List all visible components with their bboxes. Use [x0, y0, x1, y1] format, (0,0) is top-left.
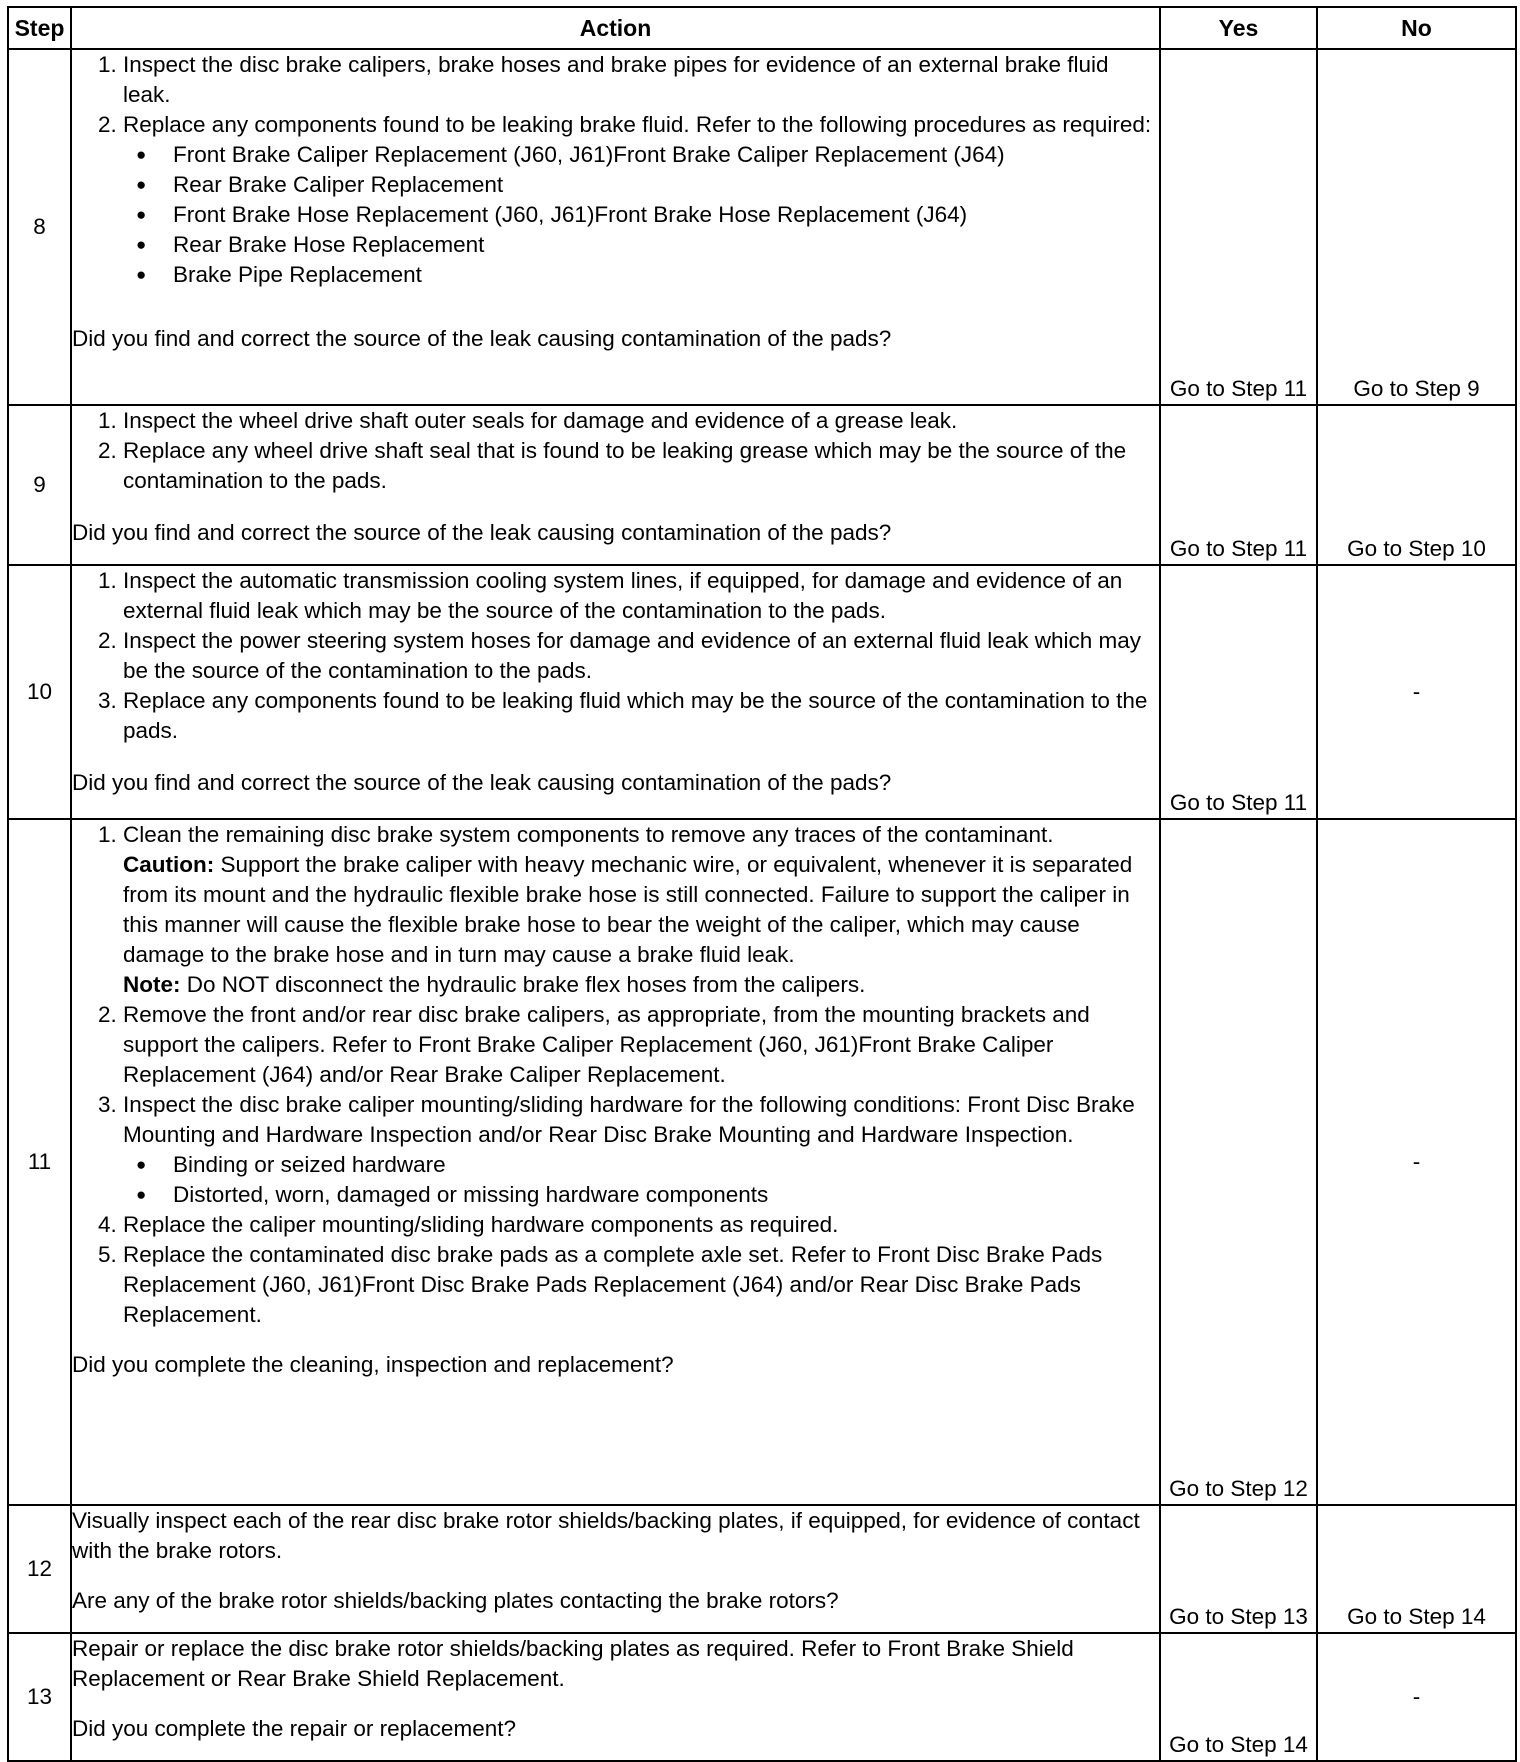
no-result: - — [1317, 565, 1516, 819]
caution-label: Caution: — [123, 852, 215, 877]
header-no: No — [1317, 7, 1516, 49]
table-row — [8, 1505, 1516, 1633]
question-text: Did you complete the repair or replacement? — [72, 1716, 516, 1741]
action-step: 5. Replace the contaminated disc brake pads as a complete axle set. Refer to Front Disc Brake Pads Replacement (J60, J61)Front Disc Brake Pads Replacement (J64) and/or Rear Disc Brake Pads Replacement. — [123, 1240, 1159, 1330]
action-cell — [71, 565, 1160, 819]
table-row — [8, 405, 1516, 565]
action-steps — [72, 50, 1159, 290]
bullet-icon: ● — [136, 1155, 147, 1174]
question-text: Did you find and correct the source of the leak causing contamination of the pads? — [72, 326, 892, 351]
table-row — [8, 1633, 1516, 1761]
action-cell — [71, 1633, 1160, 1761]
condition-item: ● Binding or seized hardware — [166, 1150, 1159, 1180]
bullet-icon: ● — [136, 235, 147, 254]
action-step: 2. Inspect the power steering system hoses for damage and evidence of an external fluid leak which may be the source of the contamination to the pads. — [123, 626, 1159, 686]
header-action: Action — [71, 7, 1160, 49]
step-number: 9 — [8, 405, 71, 565]
diagnostic-procedure-table — [7, 6, 1517, 1762]
action-step — [123, 110, 1159, 290]
procedure-item: ● Rear Brake Hose Replacement — [166, 230, 1159, 260]
action-step: 3. Replace any components found to be leaking fluid which may be the source of the contamination to the pads. — [123, 686, 1159, 746]
bullet-icon: ● — [136, 175, 147, 194]
no-result: Go to Step 9 — [1317, 49, 1516, 405]
table-row — [8, 565, 1516, 819]
procedure-item: ● Front Brake Caliper Replacement (J60, J61)Front Brake Caliper Replacement (J64) — [166, 140, 1159, 170]
question-text: Did you complete the cleaning, inspection and replacement? — [72, 1352, 674, 1377]
question-text: Are any of the brake rotor shields/backing plates contacting the brake rotors? — [72, 1588, 839, 1613]
step-number: 13 — [8, 1633, 71, 1761]
action-step-text: Inspect the disc brake caliper mounting/sliding hardware for the following conditions: Front Disc Brake Mounting and Hardware Inspection and/or Rear Disc Brake Mounting and Hardware Inspection. — [123, 1092, 1135, 1147]
step-number: 12 — [8, 1505, 71, 1633]
action-step-text: Replace any components found to be leaking brake fluid. Refer to the following procedures as required: — [123, 112, 1152, 137]
no-result: Go to Step 10 — [1317, 405, 1516, 565]
action-cell — [71, 405, 1160, 565]
table-row — [8, 819, 1516, 1505]
action-step — [123, 1090, 1159, 1210]
note: Note: Do NOT disconnect the hydraulic brake flex hoses from the calipers. — [123, 972, 866, 997]
action-steps — [72, 406, 1159, 496]
yes-result: Go to Step 11 — [1160, 565, 1317, 819]
procedure-item: ● Brake Pipe Replacement — [166, 260, 1159, 290]
yes-result: Go to Step 11 — [1160, 405, 1317, 565]
bullet-icon: ● — [136, 145, 147, 164]
procedure-list — [123, 140, 1159, 290]
no-result: Go to Step 14 — [1317, 1505, 1516, 1633]
header-step: Step — [8, 7, 71, 49]
action-step: 2. Remove the front and/or rear disc brake calipers, as appropriate, from the mounting brackets and support the calipers. Refer to Front Brake Caliper Replacement (J60, J61)Front Brake Caliper Replacement (J64) and/or Rear Brake Caliper Replacement. — [123, 1000, 1159, 1090]
procedure-item: ● Rear Brake Caliper Replacement — [166, 170, 1159, 200]
table-row — [8, 49, 1516, 405]
action-steps — [72, 820, 1159, 1330]
action-step: 1. Inspect the wheel drive shaft outer seals for damage and evidence of a grease leak. — [123, 406, 1159, 436]
yes-result: Go to Step 12 — [1160, 819, 1317, 1505]
header-row — [8, 7, 1516, 49]
yes-result: Go to Step 14 — [1160, 1633, 1317, 1761]
action-step: 1. Inspect the automatic transmission cooling system lines, if equipped, for damage and evidence of an external fluid leak which may be the source of the contamination to the pads. — [123, 566, 1159, 626]
action-text: Visually inspect each of the rear disc brake rotor shields/backing plates, if equipped, for evidence of contact with the brake rotors. — [72, 1508, 1140, 1563]
no-result: - — [1317, 819, 1516, 1505]
action-steps — [72, 566, 1159, 746]
caution-note: Caution: Support the brake caliper with heavy mechanic wire, or equivalent, whenever it is separated from its mount and the hydraulic flexible brake hose is still connected. Failure to support the caliper in this manner will cause the flexible brake hose to bear the weight of the caliper, which may cause damage to the brake hose and in turn may cause a brake fluid leak. — [123, 852, 1133, 967]
action-cell — [71, 1505, 1160, 1633]
bullet-icon: ● — [136, 205, 147, 224]
condition-item: ● Distorted, worn, damaged or missing hardware components — [166, 1180, 1159, 1210]
yes-result: Go to Step 13 — [1160, 1505, 1317, 1633]
action-step — [123, 820, 1159, 1000]
step-number: 11 — [8, 819, 71, 1505]
question-text: Did you find and correct the source of the leak causing contamination of the pads? — [72, 520, 892, 545]
step-number: 8 — [8, 49, 71, 405]
no-result: - — [1317, 1633, 1516, 1761]
header-yes: Yes — [1160, 7, 1317, 49]
bullet-icon: ● — [136, 1185, 147, 1204]
yes-result: Go to Step 11 — [1160, 49, 1317, 405]
action-cell — [71, 819, 1160, 1505]
action-step: 1. Inspect the disc brake calipers, brake hoses and brake pipes for evidence of an external brake fluid leak. — [123, 50, 1159, 110]
action-step: 2. Replace any wheel drive shaft seal that is found to be leaking grease which may be the source of the contamination to the pads. — [123, 436, 1159, 496]
procedure-item: ● Front Brake Hose Replacement (J60, J61)Front Brake Hose Replacement (J64) — [166, 200, 1159, 230]
step-number: 10 — [8, 565, 71, 819]
note-label: Note: — [123, 972, 181, 997]
condition-list — [123, 1150, 1159, 1210]
bullet-icon: ● — [136, 265, 147, 284]
action-step-text: Clean the remaining disc brake system components to remove any traces of the contaminant. — [123, 822, 1054, 847]
question-text: Did you find and correct the source of the leak causing contamination of the pads? — [72, 770, 892, 795]
action-text: Repair or replace the disc brake rotor shields/backing plates as required. Refer to Front Brake Shield Replacement or Rear Brake Shield Replacement. — [72, 1636, 1074, 1691]
action-cell — [71, 49, 1160, 405]
action-step: 4. Replace the caliper mounting/sliding hardware components as required. — [123, 1210, 1159, 1240]
